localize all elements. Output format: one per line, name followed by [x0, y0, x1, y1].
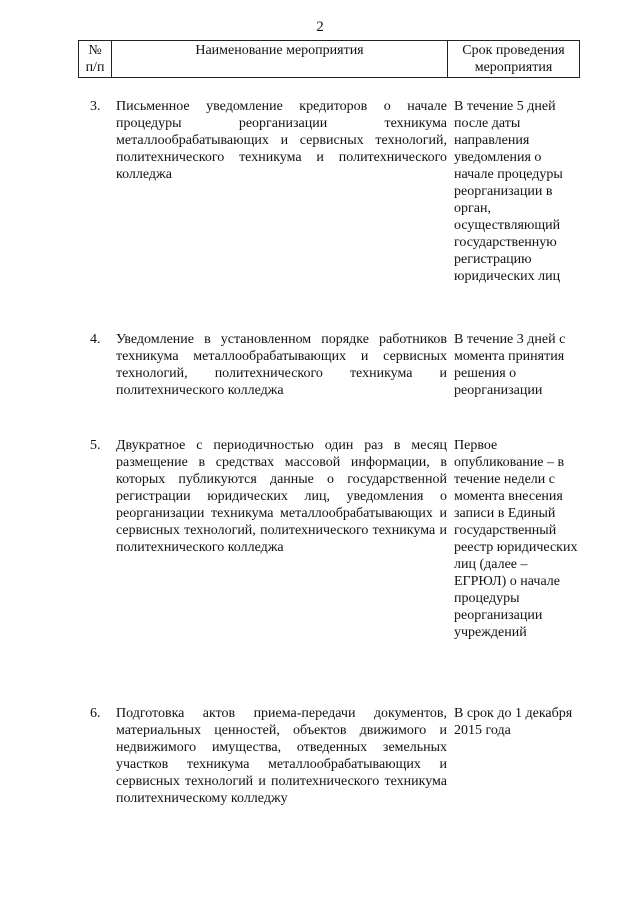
row-number: 3. [90, 99, 101, 114]
header-number-label: № п/п [85, 43, 105, 75]
row-term: Первое опубликование – в течение недели с момента внесения записи в Единый государственный реестр юридических лиц (далее – ЕГРЮЛ) о начале процедуры реорганизации учреждений [454, 438, 578, 640]
row-term: В течение 3 дней с момента принятия решения о реорганизации [454, 332, 566, 398]
row-activity: Уведомление в установленном порядке работников техникума металлообрабатывающих и сервисных технологий, политехнического техникума и политехнического колледжа [116, 332, 447, 398]
row-number: 6. [90, 706, 101, 721]
row-activity: Двукратное с периодичностью один раз в месяц размещение в средствах массовой информации, в которых публикуются данные о государственной регистрации юридических лиц, уведомления о реорганизации техникума металлообрабатывающих и сервисных технологий, политехнического техникума и политехнического колледжа [116, 438, 447, 555]
header-name-column [112, 41, 448, 78]
row-number: 4. [90, 332, 101, 347]
row-term: В течение 5 дней после даты направления уведомления о начале процедуры реорганизации в орган, осуществляющий государственную регистрацию юридических лиц [454, 99, 563, 284]
header-term-column [448, 41, 580, 78]
header-number-column [79, 41, 112, 78]
table-header [78, 40, 580, 78]
header-term-label: Срок проведения мероприятия [462, 43, 565, 75]
page-number: 2 [316, 19, 324, 35]
row-activity: Письменное уведомление кредиторов о начале процедуры реорганизации техникума металлообрабатывающих и сервисных технологий, политехнического техникума и политехнического колледжа [116, 99, 447, 182]
header-name-label: Наименование мероприятия [195, 43, 364, 58]
row-activity: Подготовка актов приема-передачи документов, материальных ценностей, объектов движимого и недвижимого имущества, отведенных земельных участков техникума металлообрабатывающих и сервисных технологий и политехнического техникума политехническому колледжу [116, 706, 447, 806]
row-number: 5. [90, 438, 101, 453]
row-term: В срок до 1 декабря 2015 года [454, 706, 573, 738]
